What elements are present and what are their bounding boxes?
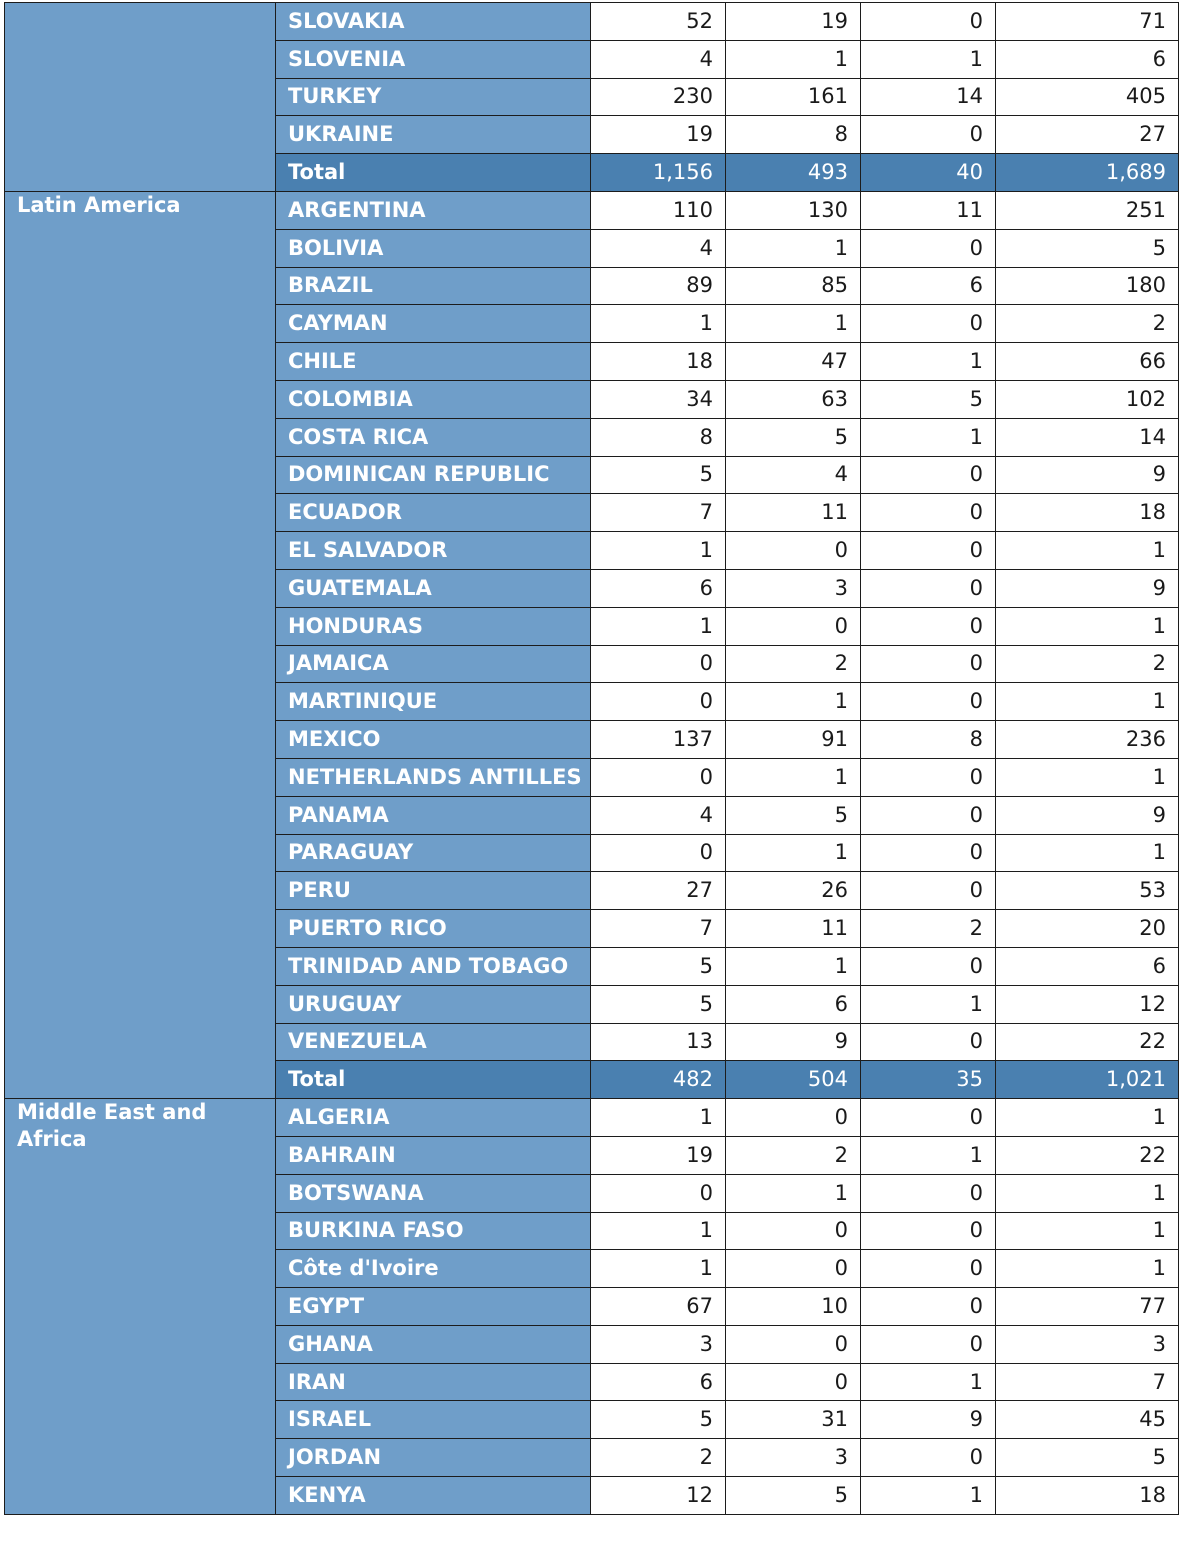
- value-cell-4: 9: [996, 569, 1179, 607]
- country-name: URUGUAY: [276, 985, 591, 1023]
- value-cell-1: 1: [591, 532, 726, 570]
- value-cell-3: 0: [861, 229, 996, 267]
- value-cell-4: 5: [996, 1439, 1179, 1477]
- country-name: BOLIVIA: [276, 229, 591, 267]
- value-cell-1: 5: [591, 1401, 726, 1439]
- value-cell-1: 0: [591, 645, 726, 683]
- value-cell-1: 1,156: [591, 154, 726, 192]
- value-cell-1: 6: [591, 569, 726, 607]
- value-cell-4: 1: [996, 1099, 1179, 1137]
- value-cell-2: 1: [726, 305, 861, 343]
- country-name: NETHERLANDS ANTILLES: [276, 758, 591, 796]
- value-cell-3: 14: [861, 78, 996, 116]
- value-cell-3: 0: [861, 1439, 996, 1477]
- country-name: Côte d'Ivoire: [276, 1250, 591, 1288]
- value-cell-3: 0: [861, 645, 996, 683]
- value-cell-4: 405: [996, 78, 1179, 116]
- value-cell-3: 9: [861, 1401, 996, 1439]
- country-name: ARGENTINA: [276, 191, 591, 229]
- value-cell-3: 0: [861, 532, 996, 570]
- value-cell-1: 1: [591, 1250, 726, 1288]
- value-cell-3: 0: [861, 3, 996, 41]
- value-cell-2: 1: [726, 683, 861, 721]
- value-cell-4: 20: [996, 910, 1179, 948]
- value-cell-2: 10: [726, 1288, 861, 1326]
- value-cell-1: 12: [591, 1477, 726, 1515]
- value-cell-1: 19: [591, 116, 726, 154]
- country-name: COLOMBIA: [276, 380, 591, 418]
- value-cell-1: 3: [591, 1325, 726, 1363]
- value-cell-2: 0: [726, 1363, 861, 1401]
- value-cell-1: 1: [591, 1099, 726, 1137]
- value-cell-3: 0: [861, 1099, 996, 1137]
- value-cell-2: 1: [726, 834, 861, 872]
- value-cell-2: 504: [726, 1061, 861, 1099]
- value-cell-1: 482: [591, 1061, 726, 1099]
- value-cell-2: 31: [726, 1401, 861, 1439]
- value-cell-2: 11: [726, 910, 861, 948]
- value-cell-4: 1,689: [996, 154, 1179, 192]
- value-cell-3: 0: [861, 1174, 996, 1212]
- country-name: ECUADOR: [276, 494, 591, 532]
- value-cell-4: 6: [996, 947, 1179, 985]
- value-cell-4: 77: [996, 1288, 1179, 1326]
- value-cell-4: 6: [996, 40, 1179, 78]
- value-cell-3: 1: [861, 1363, 996, 1401]
- country-name: IRAN: [276, 1363, 591, 1401]
- value-cell-2: 130: [726, 191, 861, 229]
- value-cell-4: 1: [996, 834, 1179, 872]
- total-label: Total: [276, 154, 591, 192]
- country-name: SLOVAKIA: [276, 3, 591, 41]
- value-cell-4: 71: [996, 3, 1179, 41]
- value-cell-1: 5: [591, 985, 726, 1023]
- table-body: [5, 3, 1179, 1515]
- region-cell: [5, 3, 276, 192]
- country-name: VENEZUELA: [276, 1023, 591, 1061]
- value-cell-3: 0: [861, 1288, 996, 1326]
- value-cell-1: 230: [591, 78, 726, 116]
- country-name: KENYA: [276, 1477, 591, 1515]
- value-cell-3: 11: [861, 191, 996, 229]
- value-cell-2: 3: [726, 1439, 861, 1477]
- table-row: [5, 1099, 1179, 1137]
- country-name: JORDAN: [276, 1439, 591, 1477]
- value-cell-4: 9: [996, 456, 1179, 494]
- value-cell-3: 0: [861, 1212, 996, 1250]
- value-cell-3: 0: [861, 947, 996, 985]
- value-cell-3: 0: [861, 116, 996, 154]
- value-cell-4: 53: [996, 872, 1179, 910]
- value-cell-4: 2: [996, 305, 1179, 343]
- value-cell-4: 5: [996, 229, 1179, 267]
- country-name: ISRAEL: [276, 1401, 591, 1439]
- country-name: TRINIDAD AND TOBAGO: [276, 947, 591, 985]
- value-cell-3: 5: [861, 380, 996, 418]
- value-cell-4: 9: [996, 796, 1179, 834]
- value-cell-4: 1: [996, 532, 1179, 570]
- country-name: GHANA: [276, 1325, 591, 1363]
- country-name: PARAGUAY: [276, 834, 591, 872]
- country-name: MARTINIQUE: [276, 683, 591, 721]
- table-row: [5, 3, 1179, 41]
- country-name: MEXICO: [276, 721, 591, 759]
- country-name: TURKEY: [276, 78, 591, 116]
- value-cell-1: 2: [591, 1439, 726, 1477]
- value-cell-4: 180: [996, 267, 1179, 305]
- value-cell-2: 5: [726, 796, 861, 834]
- value-cell-2: 0: [726, 1099, 861, 1137]
- value-cell-4: 3: [996, 1325, 1179, 1363]
- value-cell-4: 45: [996, 1401, 1179, 1439]
- value-cell-3: 0: [861, 834, 996, 872]
- value-cell-2: 0: [726, 1325, 861, 1363]
- value-cell-3: 0: [861, 758, 996, 796]
- value-cell-2: 1: [726, 1174, 861, 1212]
- value-cell-2: 3: [726, 569, 861, 607]
- value-cell-4: 1: [996, 758, 1179, 796]
- value-cell-2: 5: [726, 1477, 861, 1515]
- value-cell-3: 0: [861, 607, 996, 645]
- value-cell-4: 7: [996, 1363, 1179, 1401]
- country-name: CHILE: [276, 343, 591, 381]
- value-cell-1: 8: [591, 418, 726, 456]
- value-cell-3: 0: [861, 796, 996, 834]
- value-cell-3: 6: [861, 267, 996, 305]
- country-statistics-table: [4, 2, 1179, 1515]
- value-cell-3: 0: [861, 683, 996, 721]
- value-cell-1: 52: [591, 3, 726, 41]
- value-cell-3: 0: [861, 305, 996, 343]
- value-cell-1: 1: [591, 607, 726, 645]
- value-cell-2: 0: [726, 607, 861, 645]
- value-cell-4: 251: [996, 191, 1179, 229]
- value-cell-2: 1: [726, 947, 861, 985]
- value-cell-2: 493: [726, 154, 861, 192]
- value-cell-2: 8: [726, 116, 861, 154]
- value-cell-3: 1: [861, 1477, 996, 1515]
- country-name: DOMINICAN REPUBLIC: [276, 456, 591, 494]
- value-cell-2: 1: [726, 40, 861, 78]
- value-cell-4: 1: [996, 1174, 1179, 1212]
- value-cell-1: 34: [591, 380, 726, 418]
- country-name: GUATEMALA: [276, 569, 591, 607]
- value-cell-2: 11: [726, 494, 861, 532]
- value-cell-2: 9: [726, 1023, 861, 1061]
- value-cell-3: 0: [861, 1250, 996, 1288]
- value-cell-3: 0: [861, 1325, 996, 1363]
- value-cell-2: 1: [726, 229, 861, 267]
- value-cell-2: 85: [726, 267, 861, 305]
- value-cell-2: 0: [726, 1250, 861, 1288]
- value-cell-1: 0: [591, 758, 726, 796]
- value-cell-1: 137: [591, 721, 726, 759]
- value-cell-4: 66: [996, 343, 1179, 381]
- value-cell-2: 4: [726, 456, 861, 494]
- value-cell-4: 27: [996, 116, 1179, 154]
- value-cell-4: 18: [996, 1477, 1179, 1515]
- value-cell-3: 1: [861, 985, 996, 1023]
- value-cell-4: 12: [996, 985, 1179, 1023]
- country-name: EL SALVADOR: [276, 532, 591, 570]
- value-cell-1: 1: [591, 305, 726, 343]
- value-cell-4: 14: [996, 418, 1179, 456]
- value-cell-4: 22: [996, 1023, 1179, 1061]
- value-cell-2: 63: [726, 380, 861, 418]
- country-name: PANAMA: [276, 796, 591, 834]
- value-cell-1: 7: [591, 494, 726, 532]
- value-cell-3: 1: [861, 1136, 996, 1174]
- value-cell-1: 0: [591, 834, 726, 872]
- value-cell-2: 26: [726, 872, 861, 910]
- country-name: COSTA RICA: [276, 418, 591, 456]
- value-cell-3: 8: [861, 721, 996, 759]
- country-name: CAYMAN: [276, 305, 591, 343]
- value-cell-1: 19: [591, 1136, 726, 1174]
- country-name: HONDURAS: [276, 607, 591, 645]
- region-cell: Latin America: [5, 191, 276, 1098]
- value-cell-4: 102: [996, 380, 1179, 418]
- country-name: PUERTO RICO: [276, 910, 591, 948]
- value-cell-4: 2: [996, 645, 1179, 683]
- value-cell-1: 4: [591, 796, 726, 834]
- value-cell-3: 0: [861, 456, 996, 494]
- value-cell-1: 6: [591, 1363, 726, 1401]
- value-cell-2: 161: [726, 78, 861, 116]
- value-cell-3: 0: [861, 1023, 996, 1061]
- country-name: EGYPT: [276, 1288, 591, 1326]
- value-cell-4: 236: [996, 721, 1179, 759]
- value-cell-1: 0: [591, 1174, 726, 1212]
- value-cell-4: 1: [996, 1250, 1179, 1288]
- country-name: BOTSWANA: [276, 1174, 591, 1212]
- country-name: JAMAICA: [276, 645, 591, 683]
- value-cell-3: 0: [861, 494, 996, 532]
- value-cell-1: 27: [591, 872, 726, 910]
- value-cell-2: 2: [726, 1136, 861, 1174]
- value-cell-2: 0: [726, 1212, 861, 1250]
- value-cell-3: 0: [861, 569, 996, 607]
- value-cell-1: 5: [591, 456, 726, 494]
- value-cell-1: 110: [591, 191, 726, 229]
- value-cell-2: 19: [726, 3, 861, 41]
- value-cell-1: 4: [591, 229, 726, 267]
- value-cell-1: 13: [591, 1023, 726, 1061]
- value-cell-1: 89: [591, 267, 726, 305]
- value-cell-3: 1: [861, 343, 996, 381]
- value-cell-3: 40: [861, 154, 996, 192]
- value-cell-1: 0: [591, 683, 726, 721]
- value-cell-3: 1: [861, 418, 996, 456]
- country-name: BRAZIL: [276, 267, 591, 305]
- value-cell-2: 1: [726, 758, 861, 796]
- value-cell-3: 35: [861, 1061, 996, 1099]
- value-cell-1: 18: [591, 343, 726, 381]
- country-name: BAHRAIN: [276, 1136, 591, 1174]
- value-cell-1: 67: [591, 1288, 726, 1326]
- value-cell-2: 0: [726, 532, 861, 570]
- value-cell-3: 2: [861, 910, 996, 948]
- value-cell-1: 4: [591, 40, 726, 78]
- country-name: BURKINA FASO: [276, 1212, 591, 1250]
- country-name: PERU: [276, 872, 591, 910]
- value-cell-2: 2: [726, 645, 861, 683]
- table-row: [5, 191, 1179, 229]
- country-name: UKRAINE: [276, 116, 591, 154]
- value-cell-1: 1: [591, 1212, 726, 1250]
- country-name: SLOVENIA: [276, 40, 591, 78]
- value-cell-2: 91: [726, 721, 861, 759]
- value-cell-4: 18: [996, 494, 1179, 532]
- value-cell-1: 7: [591, 910, 726, 948]
- total-label: Total: [276, 1061, 591, 1099]
- value-cell-2: 5: [726, 418, 861, 456]
- value-cell-4: 1: [996, 607, 1179, 645]
- country-name: ALGERIA: [276, 1099, 591, 1137]
- value-cell-4: 1,021: [996, 1061, 1179, 1099]
- value-cell-4: 22: [996, 1136, 1179, 1174]
- value-cell-4: 1: [996, 683, 1179, 721]
- value-cell-2: 6: [726, 985, 861, 1023]
- value-cell-4: 1: [996, 1212, 1179, 1250]
- value-cell-3: 0: [861, 872, 996, 910]
- value-cell-2: 47: [726, 343, 861, 381]
- value-cell-3: 1: [861, 40, 996, 78]
- value-cell-1: 5: [591, 947, 726, 985]
- region-cell: Middle East and Africa: [5, 1099, 276, 1515]
